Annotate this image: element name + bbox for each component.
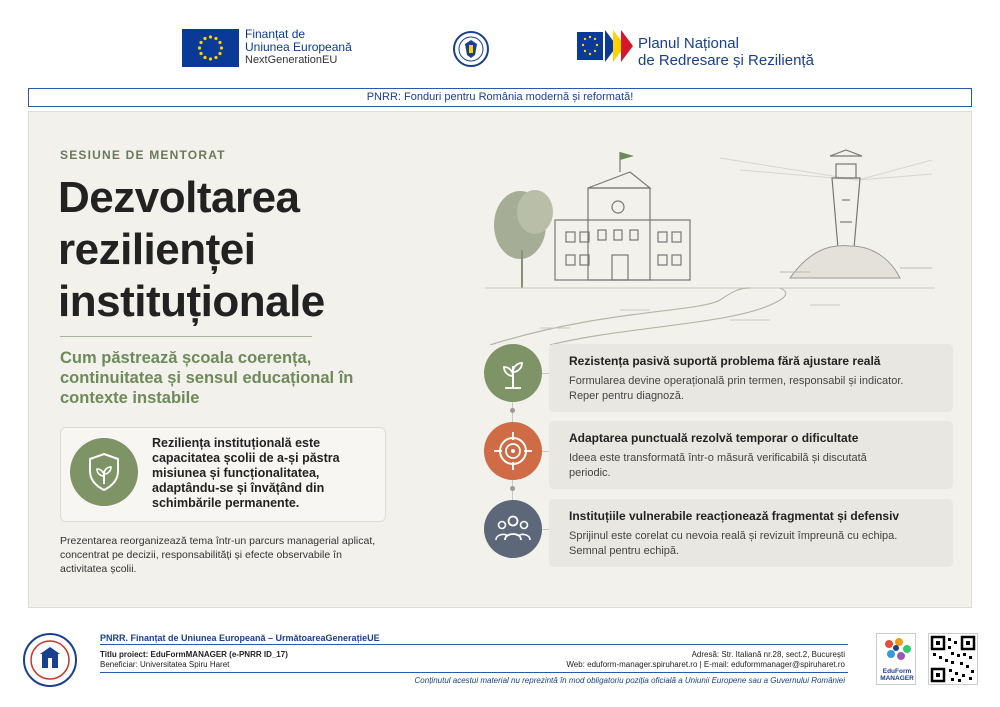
- card-passive-resistance: [549, 344, 953, 412]
- page-subtitle: Cum păstrează școala coerența, continuitatea și sensul educațional în contexte instabile: [60, 349, 354, 407]
- card-title: Adaptarea punctuală rezolvă temporar o dificultate: [569, 431, 859, 445]
- title-line1: Dezvoltarea: [58, 173, 300, 222]
- pnrr-line1: Planul Național: [638, 35, 739, 52]
- eu-funding-text: [245, 28, 352, 67]
- eu-flag-icon: [182, 29, 239, 67]
- footer-topline: PNRR. Finanțat de Uniunea Europeană – UrmătoareaGenerațieUE: [100, 633, 380, 643]
- card-body: Ideea este transformată într-o măsură verificabilă și discutată periodic.: [569, 452, 867, 479]
- card-punctual-adaptation: [549, 421, 953, 489]
- card-body: Formularea devine operațională prin termen, responsabil și indicator. Reper pentru diagnoză.: [569, 375, 904, 402]
- card-body: Sprijinul este corelat cu nevoia reală și revizuit împreună cu echipa. Semnal pentru echipă.: [569, 530, 898, 557]
- project-title: Titlu proiect: EduFormMANAGER (e-PNRR ID_17): [100, 650, 288, 659]
- pnrr-logo-text: [638, 35, 814, 69]
- school-lighthouse-illustration: [480, 140, 940, 345]
- session-kicker: SESIUNE DE MENTORAT: [60, 148, 226, 162]
- page-title: [58, 172, 458, 328]
- group-people-icon: [484, 500, 542, 558]
- plant-sprout-icon: [484, 344, 542, 402]
- pnrr-logo-icon: [577, 28, 635, 64]
- timeline-dot: [510, 408, 515, 413]
- address: Adresă: Str. Italiană nr.28, sect.2, București: [691, 650, 845, 659]
- eu-line1: Finanțat de: [245, 27, 306, 41]
- timeline-dot: [510, 486, 515, 491]
- title-divider: [60, 336, 312, 337]
- pnrr-banner: PNRR: Fonduri pentru România modernă și reformată!: [28, 88, 972, 107]
- beneficiary: Beneficiar: Universitatea Spiru Haret: [100, 660, 230, 669]
- title-line3: instituționale: [58, 277, 325, 326]
- title-line2: rezilienței: [58, 225, 256, 274]
- qr-code-icon[interactable]: [928, 633, 978, 685]
- eduform-dots-icon: [877, 634, 917, 668]
- card-connector: [542, 373, 549, 374]
- disclaimer: Conținutul acestui material nu reprezintă în mod obligatoriu poziția oficială a Uniunii Europene sau a Guvernului României: [414, 676, 845, 685]
- card-connector: [542, 451, 549, 452]
- target-icon: [484, 422, 542, 480]
- eu-line3: NextGenerationEU: [245, 54, 338, 66]
- eduform-label: [877, 668, 917, 682]
- romanian-government-seal-icon: [452, 30, 490, 68]
- intro-paragraph: Prezentarea reorganizează tema într-un parcurs managerial aplicat, concentrat pe decizii, responsabilități și efecte observabile în activitatea școlii.: [60, 535, 376, 575]
- card-vulnerable-institutions: [549, 499, 953, 567]
- eu-line2: Uniunea Europeană: [245, 40, 352, 54]
- eduform-line2: MANAGER: [880, 675, 914, 682]
- spiru-haret-university-seal-icon: [22, 632, 78, 688]
- eduform-manager-logo: [876, 633, 916, 685]
- card-connector: [542, 529, 549, 530]
- footer-divider: [100, 672, 848, 673]
- card-title: Instituțiile vulnerabile reacționează fragmentat și defensiv: [569, 509, 900, 523]
- pnrr-line2: de Redresare și Reziliență: [638, 52, 814, 69]
- logo-bar: [0, 0, 1000, 82]
- eduform-line1: EduForm: [882, 668, 912, 675]
- shield-plant-icon: [70, 438, 138, 506]
- web-email: Web: eduform-manager.spiruharet.ro | E-mail: eduformmanager@spiruharet.ro: [566, 660, 845, 669]
- definition-text: Reziliența instituțională este capacitatea școlii de a-și păstra misiunea și funcționalitatea, adaptându-se și învățând din schimbările permanente.: [152, 436, 340, 510]
- footer-divider: [100, 644, 848, 645]
- card-title: Rezistența pasivă suportă problema fără ajustare reală: [569, 354, 881, 368]
